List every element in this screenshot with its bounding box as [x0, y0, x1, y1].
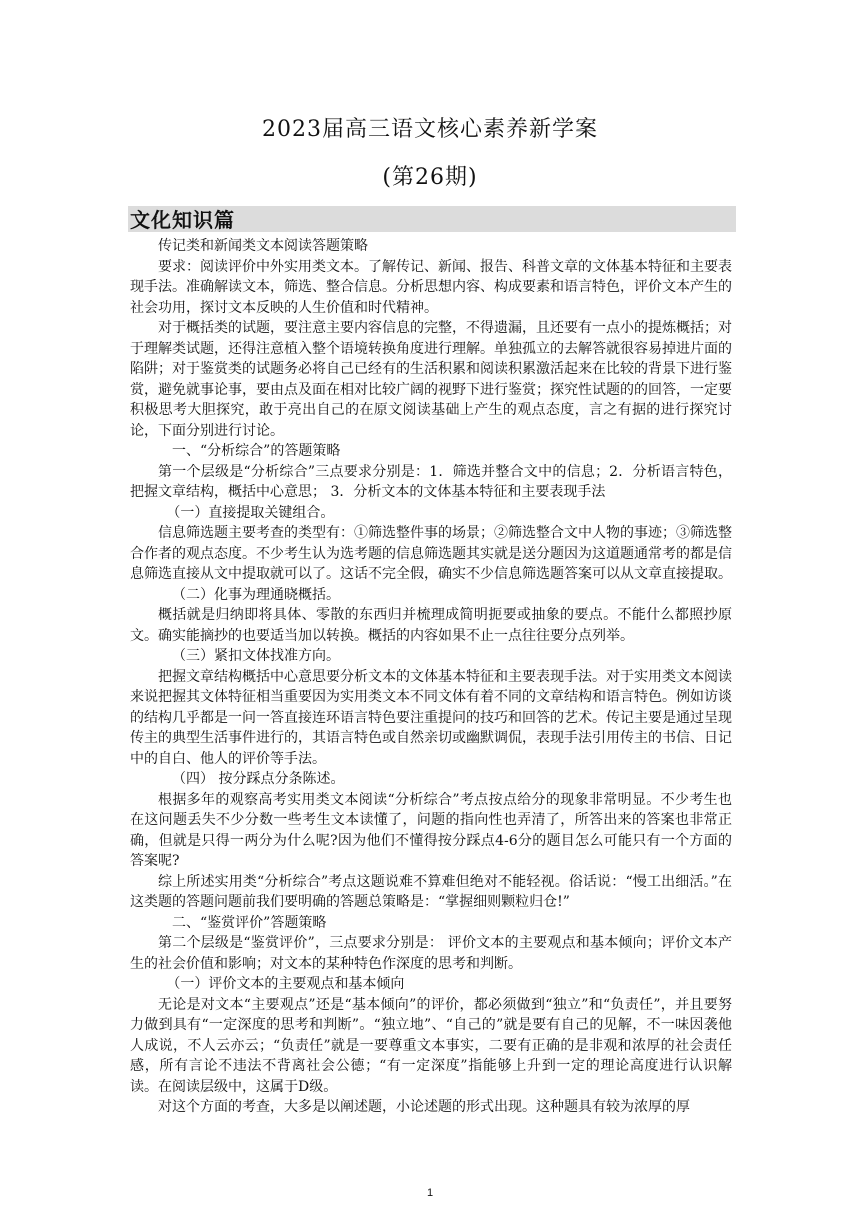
document-title: 2023届高三语文核心素养新学案 [262, 117, 598, 142]
subsection-heading: （一）直接提取关键组合。 [166, 504, 335, 521]
paragraph: 信息筛选题主要考查的类型有：①筛选整件事的场景；②筛选整合文中人物的事迹；③筛选整合作者的观点态度。不少考生认为选考题的信息筛选题其实就是送分题因为这道题通常考的都是信息筛选直接从文中提取就可以了。这话不完全假，确实不少信息筛选题答案可以从文章直接提取。 [130, 525, 732, 582]
subsection-heading: 二、“鉴赏评价”答题策略 [172, 914, 327, 931]
section-header-label: 文化知识篇 [130, 208, 235, 232]
paragraph: 把握文章结构概括中心意思要分析文本的文体基本特征和主要表现手法。对于实用类文本阅读来说把握其文体特征相当重要因为实用类文本不同文体有着不同的文章结构和语言特色。例如访谈的结构几乎都是一问一答直接连环语言特色要注重提问的技巧和回答的艺术。传记主要是通过呈现传主的典型生活事件进行的，其语言特色或自然亲切或幽默调侃，表现手法引用传主的书信、日记中的自白、他人的评价等手法。 [130, 668, 732, 767]
subsection-heading: 一、“分析综合”的答题策略 [172, 443, 341, 459]
paragraph: 要求：阅读评价中外实用类文本。了解传记、新闻、报告、科普文章的文体基本特征和主要表现手法。准确解读文本，筛选、整合信息。分析思想内容、构成要素和语言特色，评价文本产生的社会功用，探讨文本反映的人生价值和时代精神。 [130, 258, 732, 316]
subsection-heading: （四） 按分踩点分条陈述。 [172, 771, 345, 787]
page-number: 1 [426, 1187, 434, 1199]
subsection-heading: （一）评价文本的主要观点和基本倾向 [166, 976, 405, 992]
paragraph: 对这个方面的考查，大多是以阐述题，小论述题的形式出现。这种题具有较为浓厚的厚 [158, 1099, 690, 1115]
paragraph: 概括就是归纳即将具体、零散的东西归并梳理成简明扼要或抽象的要点。不能什么都照抄原文。确实能摘抄的也要适当加以转换。概括的内容如果不止一点往往要分点列举。 [130, 607, 732, 644]
paragraph: 根据多年的观察高考实用类文本阅读“分析综合”考点按点给分的现象非常明显。不少考生也在这问题丢失不少分数一些考生文本读懂了，问题的指向性也弄清了，所答出来的答案也非常正确，但就是只得一两分为什么呢?因为他们不懂得按分踩点4-6分的题目怎么可能只有一个方面的答案呢? [130, 791, 732, 869]
issue-number: (第26期) [382, 165, 478, 190]
subsection-heading: （二）化事为理通晓概括。 [172, 586, 340, 603]
paragraph: 无论是对文本“主要观点”还是“基本倾向”的评价，都必须做到“独立”和“负责任”，并且要努力做到具有“一定深度的思考和判断”。“独立地”、“自己的”就是要有自己的见解，不一味因袭他人成说，不人云亦云；“负责任”就是一要尊重文本事实，二要有正确的是非观和浓厚的社会责任感，所有言论不违法不背离社会公德；“有一定深度”指能够上升到一定的理论高度进行认识解读。在阅读层级中，这属于D级。 [130, 996, 732, 1095]
paragraph: 第二个层级是“鉴赏评价”，三点要求分别是： 评价文本的主要观点和基本倾向；评价文本产生的社会价值和影响；对文本的某种特色作深度的思考和判断。 [130, 935, 732, 972]
section-header [128, 206, 736, 232]
paragraph-heading: 传记类和新闻类文本阅读答题策略 [158, 238, 368, 254]
document-body [130, 236, 732, 1118]
subsection-heading: （三）紧扣文体找准方向。 [172, 648, 340, 664]
paragraph: 第一个层级是“分析综合”三点要求分别是：1．筛选并整合文中的信息；2．分析语言特色，把握文章结构，概括中心意思； 3．分析文本的文体基本特征和主要表现手法 [130, 463, 732, 500]
paragraph: 对于概括类的试题，要注意主要内容信息的完整，不得遗漏，且还要有一点小的提炼概括；对于理解类试题，还得注意植入整个语境转换角度进行理解。单独孤立的去解答就很容易掉进片面的陷阱；对于鉴赏类的试题务必将自己已经有的生活积累和阅读积累激活起来在比较的背景下进行鉴赏，避免就事论事，要由点及面在相对比较广阔的视野下进行鉴赏；探究性试题的的回答，一定要积极思考大胆探究，敢于亮出自己的在原文阅读基础上产生的观点态度，言之有据的进行探究讨论，下面分别进行讨论。 [130, 320, 732, 439]
paragraph: 综上所述实用类“分析综合”考点这题说难不算难但绝对不能轻视。俗话说：“慢工出细活。”在这类题的答题问题前我们要明确的答题总策略是：“掌握细则颗粒归仓!” [130, 873, 732, 910]
